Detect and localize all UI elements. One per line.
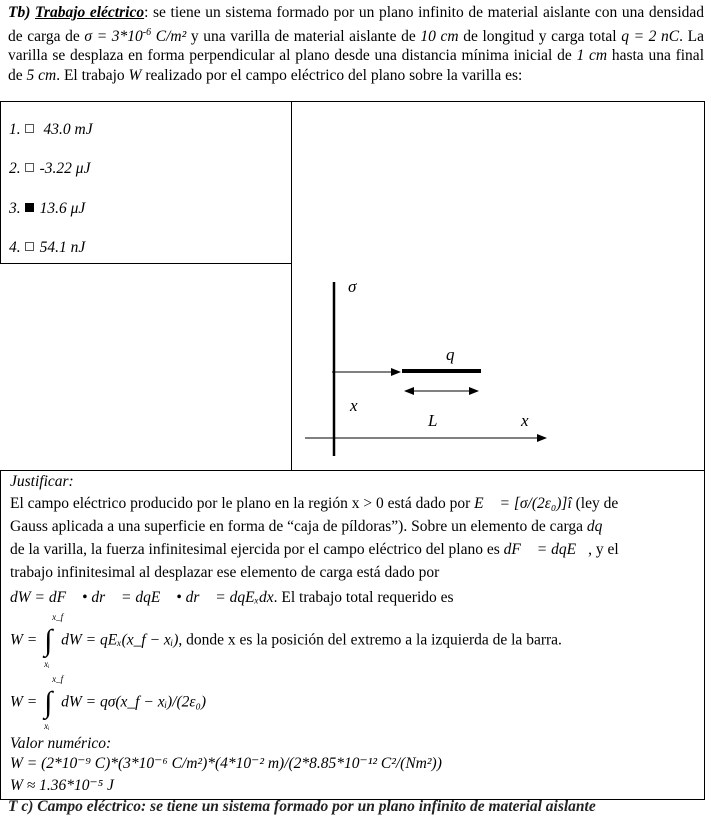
justify-line-3: de la varilla, la fuerza infinitesimal ejercida por el campo eléctrico del plano es dF⃗ = dqE⃗, y el xyxy=(10,541,619,558)
force-equation: dF⃗ = dqE⃗ xyxy=(503,541,589,558)
problem-text-2: y una varilla de material aislante de xyxy=(186,27,421,45)
min-distance: 1 cm xyxy=(576,47,608,65)
option-4[interactable]: 4. 54.1 nJ xyxy=(9,239,86,256)
justify-line-2: Gauss aplicada a una superficie en forma de “caja de píldoras”). Sobre un elemento de carga dq xyxy=(10,518,603,535)
checked-checkbox-icon[interactable] xyxy=(25,203,34,212)
option-value: -3.22 μJ xyxy=(39,160,91,177)
sigma-value: σ = 3*10 xyxy=(84,27,143,45)
sigma-unit: C/m² xyxy=(151,27,187,45)
problem-text-4: . La varilla se desplaza en forma perpendicular al plano desde una distancia mínima inicial de xyxy=(8,27,704,65)
option-3[interactable]: 3. 13.6 μJ xyxy=(9,200,86,217)
integral-sign-icon: ∫ x_f xᵢ xyxy=(44,674,64,731)
numeric-result: W ≈ 1.36*10⁻⁵ J xyxy=(10,777,114,794)
problem-text-7: realizado por el campo eléctrico del plano sobre la varilla es: xyxy=(141,66,523,84)
max-distance: 5 cm xyxy=(26,66,57,84)
checkbox-icon[interactable] xyxy=(25,242,34,251)
justify-line-4: trabajo infinitesimal al desplazar ese elemento de carga está dado por xyxy=(10,564,440,581)
next-problem-cut-text: T c) Campo eléctrico: se tiene un sistema formado por un plano infinito de material aislante xyxy=(8,798,596,815)
option-value: 54.1 nJ xyxy=(39,239,86,256)
problem-label: Tb) xyxy=(8,4,31,21)
diagram-box xyxy=(291,264,705,471)
rod-charge-label: q xyxy=(446,345,455,364)
field-equation: E⃗ = [σ/(2ε₀)]î xyxy=(474,495,572,512)
x-axis-label: x xyxy=(521,411,529,430)
problem-statement xyxy=(8,3,704,86)
plane-rod-diagram xyxy=(292,264,706,471)
justify-line-1: El campo eléctrico producido por le plano en la región x > 0 está dado por E⃗ = [σ/(2ε₀)]î (ley de xyxy=(10,495,619,512)
rod-length: 10 cm xyxy=(420,27,459,45)
problem-text-6: . El trabajo xyxy=(56,66,129,84)
options-box xyxy=(0,101,291,264)
option-value: 43.0 mJ xyxy=(43,121,93,138)
justification-box xyxy=(0,470,705,800)
gap-label: x xyxy=(350,396,358,415)
option-2[interactable]: 2. -3.22 μJ xyxy=(9,160,91,177)
length-label: L xyxy=(428,411,438,430)
work-integral-equation-2: W = ∫ x_f xᵢ dW = qσ(x_f − xᵢ)/(2ε₀) xyxy=(10,674,207,731)
rod-charge: q = 2 nC xyxy=(621,27,680,45)
checkbox-icon[interactable] xyxy=(25,163,34,172)
justify-heading: Justificar: xyxy=(10,473,74,490)
work-integral-equation-1: W = ∫ x_f xᵢ dW = qEₓ(x_f − xᵢ), donde x es la posición del extremo a la izquierda de la barra. xyxy=(10,612,562,669)
sigma-label: σ xyxy=(348,277,357,296)
justify-line-5: dW = dF⃗ • dr⃗ = dqE⃗ • dr⃗ = dqEₓdx. El trabajo total requerido es xyxy=(10,589,454,606)
checkbox-icon[interactable] xyxy=(25,124,34,133)
integral-sign-icon: ∫ x_f xᵢ xyxy=(44,612,64,669)
work-element-equation: dW = dF⃗ • dr⃗ = dqE⃗ • dr⃗ = dqEₓdx xyxy=(10,589,274,606)
problem-text-3: de longitud y carga total xyxy=(458,27,622,45)
problem-text-5: hasta una final de xyxy=(8,47,704,84)
work-symbol: W xyxy=(128,66,142,84)
option-1[interactable]: 1. 43.0 mJ xyxy=(9,121,93,138)
answer-area-box xyxy=(291,101,705,264)
sigma-exponent: -6 xyxy=(142,26,152,38)
numeric-equation: W = (2*10⁻⁹ C)*(3*10⁻⁶ C/m²)*(4*10⁻² m)/(2*8.85*10⁻¹² C²/(Nm²)) xyxy=(10,755,442,772)
problem-text-1: : se tiene un sistema formado por un plano infinito de material aislante con una densidad de carga de xyxy=(8,4,705,45)
numeric-heading: Valor numérico: xyxy=(10,735,112,752)
problem-title: Trabajo eléctrico xyxy=(35,4,145,21)
option-value: 13.6 μJ xyxy=(39,200,86,217)
